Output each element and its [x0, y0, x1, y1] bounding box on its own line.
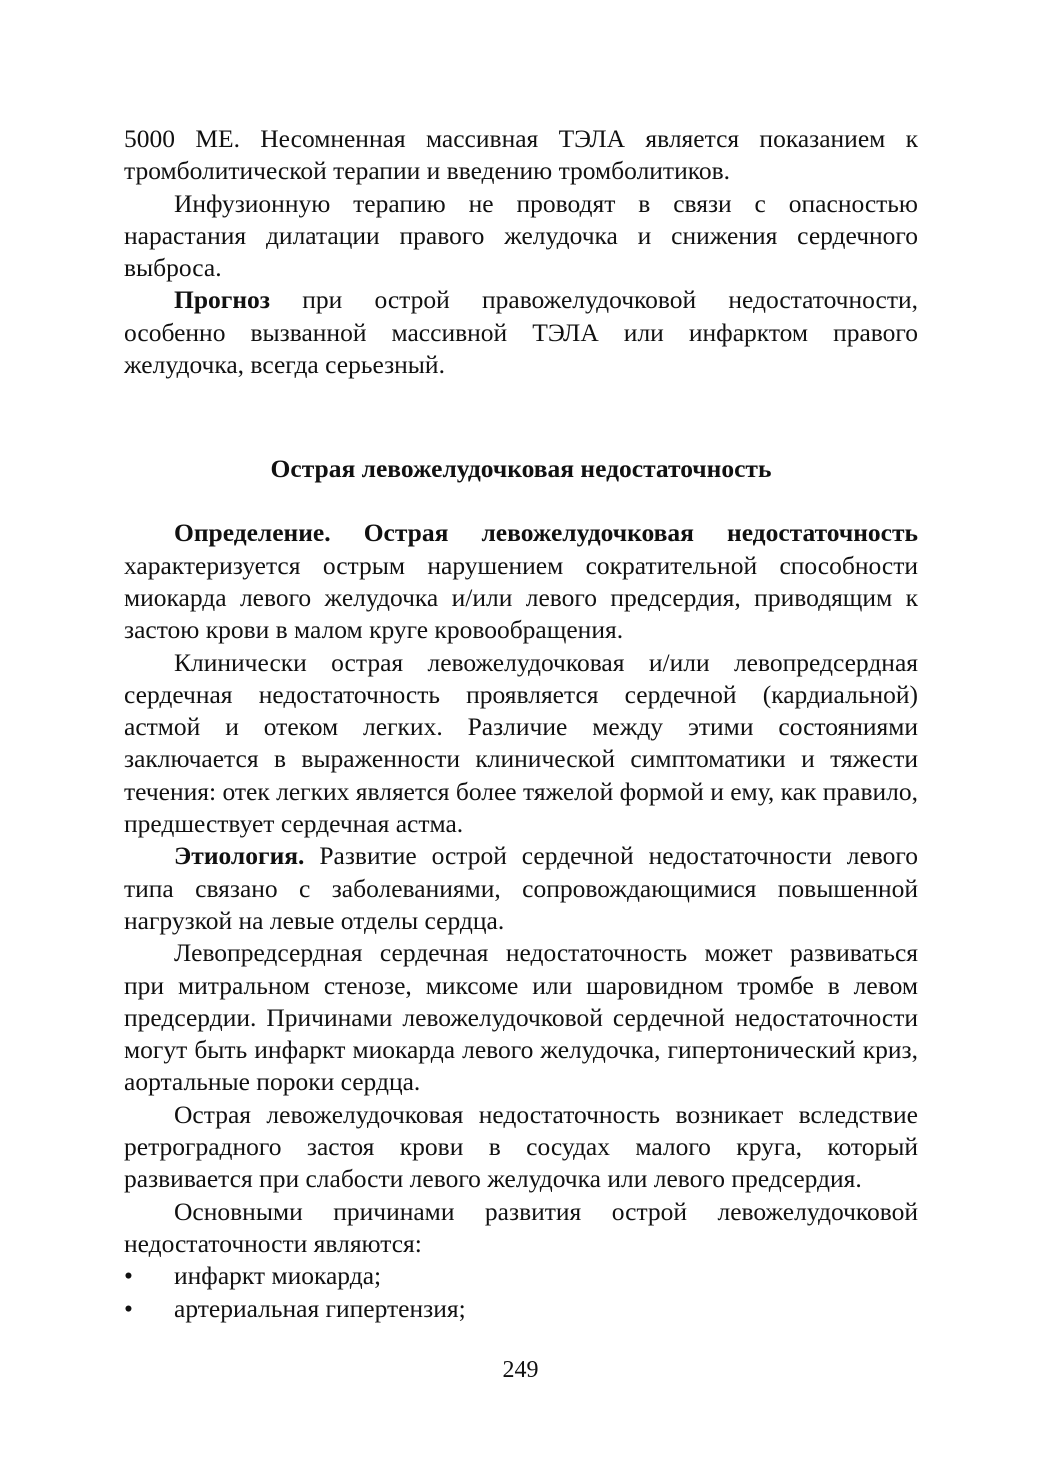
prognosis-label: Прогноз	[174, 285, 271, 315]
etiology-text: Развитие острой сердечной недостаточности левого типа связано с заболеваниями, сопровождающимися повышенной нагрузкой на левые отделы сердца.	[124, 841, 918, 935]
definition-label: Определение. Острая левожелудочковая недостаточность	[174, 518, 918, 548]
section-spacer-bottom	[124, 485, 918, 517]
list-item	[124, 1260, 918, 1292]
bullet-icon: •	[124, 1293, 133, 1323]
causes-list	[124, 1260, 918, 1325]
paragraph-etiology	[124, 840, 918, 937]
etiology-label: Этиология.	[174, 841, 305, 871]
paragraph-thrombolysis: 5000 МЕ. Несомненная массивная ТЭЛА является показанием к тромболитической терапии и введению тромболитиков.	[124, 124, 918, 186]
bullet-icon: •	[124, 1261, 133, 1291]
page-number: 249	[502, 1357, 539, 1383]
paragraph-mechanism: Острая левожелудочковая недостаточность возникает вследствие ретроградного застоя крови в сосудах малого круга, который развивается при слабости левого желудочка или левого предсердия.	[124, 1099, 918, 1194]
list-item-text: инфаркт миокарда;	[174, 1261, 382, 1291]
list-item	[124, 1293, 918, 1325]
paragraph-prognosis	[124, 284, 918, 381]
list-item-text: артериальная гипертензия;	[174, 1293, 466, 1323]
section-heading: Острая левожелудочковая недостаточность	[270, 454, 772, 484]
paragraph-infusion: Инфузионную терапию не проводят в связи с опасностью нарастания дилатации правого желудочка и снижения сердечного выброса.	[124, 188, 918, 283]
paragraph-clinical: Клинически острая левожелудочковая и/или левопредсердная сердечная недостаточность проявляется сердечной (кардиальной) астмой и отеком легких. Различие между этими состояниями заключается в выраженности клинической симптоматики и тяжести течения: отек легких является более тяжелой формой и ему, как правило, предшествует сердечная астма.	[124, 647, 918, 839]
page-body	[124, 123, 918, 1325]
paragraph-definition	[124, 517, 918, 646]
definition-text: характеризуется острым нарушением сократительной способности миокарда левого желудочка и/или левого предсердия, приводящим к застою крови в малом круге кровообращения.	[124, 550, 918, 645]
section-spacer-top	[124, 381, 918, 453]
paragraph-causes-intro: Основными причинами развития острой левожелудочковой недостаточности являются:	[124, 1196, 918, 1258]
prognosis-text: при острой правожелудочковой недостаточности, особенно вызванной массивной ТЭЛА или инфарктом правого желудочка, всегда серьезный.	[124, 285, 918, 380]
paragraph-left-atrial: Левопредсердная сердечная недостаточность может развиваться при митральном стенозе, миксоме или шаровидном тромбе в левом предсердии. Причинами левожелудочковой сердечной недостаточности могут быть инфаркт миокарда левого желудочка, гипертонический криз, аортальные пороки сердца.	[124, 938, 918, 1097]
